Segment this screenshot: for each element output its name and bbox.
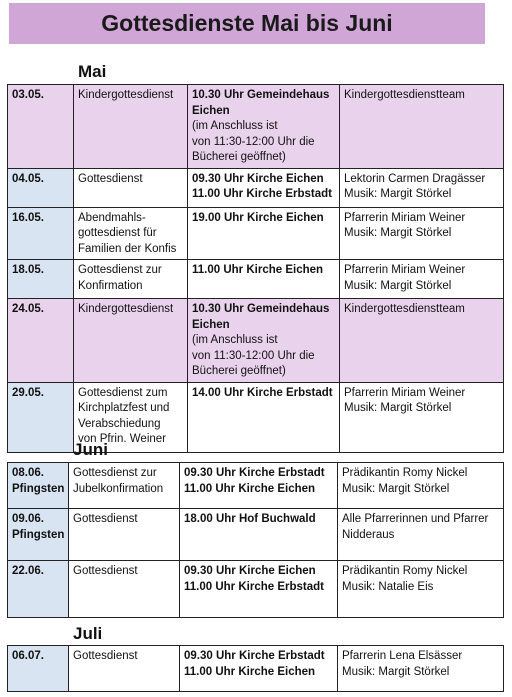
- note-text: von 11:30-12:00 Uhr die: [192, 349, 315, 362]
- time-place-cell: [188, 168, 340, 207]
- service-type-text: Kindergottesdienst: [78, 303, 174, 315]
- service-type-text: Gottesdienst zum: [78, 386, 168, 399]
- people-text: Musik: Margit Störkel: [342, 482, 450, 495]
- month-heading-mai: Mai: [78, 62, 107, 81]
- people-text: Musik: Margit Störkel: [344, 227, 452, 239]
- table-row: [8, 168, 504, 207]
- time-place-text: 18.00 Uhr Hof Buchwald: [184, 513, 316, 525]
- time-place-text: 10.30 Uhr Gemeindehaus: [192, 303, 330, 315]
- time-place-text: 09.30 Uhr Kirche Erbstadt: [184, 467, 325, 479]
- time-place-cell: [180, 509, 338, 561]
- table-row: [8, 299, 504, 383]
- date-cell: [8, 509, 69, 561]
- month-heading-juli: Juli: [73, 624, 103, 643]
- service-type-cell: [74, 260, 188, 299]
- people-cell: [340, 382, 504, 452]
- table-row: [8, 85, 504, 169]
- time-place-text: Eichen: [192, 104, 230, 117]
- time-place-text: 11.00 Uhr Kirche Eichen: [184, 482, 316, 495]
- date-text: 16.05.: [12, 211, 44, 224]
- date-text: 18.05.: [12, 264, 44, 276]
- date-text: 24.05.: [12, 303, 44, 315]
- service-type-text: gottesdienst für: [78, 227, 157, 239]
- page-title: Gottesdienste Mai bis Juni: [101, 10, 393, 36]
- people-text: Kindergottesdienstteam: [344, 89, 465, 101]
- date-text: 22.06.: [12, 565, 44, 577]
- date-cell: [8, 299, 74, 383]
- time-place-cell: [188, 207, 340, 260]
- service-type-text: Abendmahls-: [78, 211, 146, 224]
- time-place-cell: [188, 382, 340, 452]
- date-cell: [8, 85, 74, 169]
- date-text: 09.06.: [12, 513, 44, 525]
- time-place-text: Eichen: [192, 318, 230, 331]
- time-place-text: 19.00 Uhr Kirche Eichen: [192, 211, 324, 224]
- date-text: Pfingsten: [12, 528, 65, 541]
- service-type-text: Gottesdienst: [73, 513, 138, 525]
- service-type-text: Gottesdienst: [78, 172, 143, 185]
- time-place-cell: [180, 561, 338, 618]
- time-place-text: 10.30 Uhr Gemeindehaus: [192, 89, 330, 101]
- date-text: 06.07.: [12, 650, 44, 662]
- service-type-text: Konfirmation: [78, 279, 143, 292]
- service-type-text: Familien der Konfis: [78, 242, 177, 255]
- date-text: Pfingsten: [12, 482, 65, 495]
- people-text: Pfarrerin Miriam Weiner: [344, 264, 466, 276]
- people-text: Prädikantin Romy Nickel: [342, 565, 468, 577]
- service-type-text: Verabschiedung: [78, 417, 161, 430]
- time-place-text: 09.30 Uhr Kirche Erbstadt: [184, 650, 325, 662]
- note-text: Bücherei geöffnet): [192, 365, 286, 377]
- people-text: Pfarrerin Miriam Weiner: [344, 211, 466, 224]
- schedule-table-mai: [7, 84, 504, 453]
- date-text: 04.05.: [12, 172, 44, 185]
- note-text: von 11:30-12:00 Uhr die: [192, 135, 315, 148]
- service-type-cell: [69, 646, 180, 692]
- service-type-cell: [69, 463, 180, 509]
- time-place-text: 09.30 Uhr Kirche Eichen: [184, 565, 316, 577]
- people-text: Prädikantin Romy Nickel: [342, 467, 468, 479]
- table-row: [8, 463, 504, 509]
- note-text: Bücherei geöffnet): [192, 151, 286, 163]
- time-place-text: 11.00 Uhr Kirche Eichen: [184, 665, 316, 678]
- people-text: Pfarrerin Miriam Weiner: [344, 386, 466, 399]
- date-text: 03.05.: [12, 89, 44, 101]
- people-text: Alle Pfarrerinnen und Pfarrer: [342, 513, 489, 525]
- table-row: [8, 509, 504, 561]
- date-cell: [8, 168, 74, 207]
- time-place-cell: [188, 85, 340, 169]
- people-text: Lektorin Carmen Dragässer: [344, 172, 486, 185]
- people-text: Musik: Margit Störkel: [342, 665, 450, 678]
- people-cell: [340, 168, 504, 207]
- people-cell: [338, 646, 504, 692]
- table-row: [8, 646, 504, 692]
- date-text: 29.05.: [12, 386, 44, 399]
- service-type-text: Kirchplatzfest und: [78, 402, 170, 414]
- schedule-table-juli: [7, 645, 504, 692]
- service-type-text: Gottesdienst zur: [78, 264, 162, 276]
- people-cell: [340, 207, 504, 260]
- service-type-text: Kindergottesdienst: [78, 89, 174, 101]
- service-type-text: Jubelkonfirmation: [73, 482, 164, 495]
- service-type-cell: [74, 299, 188, 383]
- table-row: [8, 260, 504, 299]
- people-text: Nidderaus: [342, 528, 395, 541]
- people-cell: [340, 299, 504, 383]
- date-cell: [8, 207, 74, 260]
- date-cell: [8, 382, 74, 452]
- service-type-cell: [74, 85, 188, 169]
- service-type-cell: [69, 509, 180, 561]
- service-type-cell: [69, 561, 180, 618]
- date-cell: [8, 260, 74, 299]
- note-text: (im Anschluss ist: [192, 334, 278, 346]
- service-type-text: Gottesdienst zur: [73, 467, 157, 479]
- people-cell: [338, 463, 504, 509]
- time-place-text: 14.00 Uhr Kirche Erbstadt: [192, 386, 333, 399]
- people-text: Musik: Margit Störkel: [344, 188, 452, 200]
- service-type-cell: [74, 207, 188, 260]
- time-place-text: 11.00 Uhr Kirche Erbstadt: [184, 580, 324, 593]
- time-place-text: 11.00 Uhr Kirche Eichen: [192, 264, 324, 276]
- people-text: Kindergottesdienstteam: [344, 303, 465, 315]
- time-place-cell: [188, 260, 340, 299]
- service-type-cell: [74, 168, 188, 207]
- people-cell: [340, 85, 504, 169]
- service-type-text: von Pfrin. Weiner: [78, 433, 166, 445]
- date-cell: [8, 463, 69, 509]
- time-place-text: 11.00 Uhr Kirche Erbstadt: [192, 188, 332, 200]
- time-place-cell: [180, 463, 338, 509]
- people-text: Pfarrerin Lena Elsässer: [342, 650, 463, 662]
- date-cell: [8, 561, 69, 618]
- time-place-cell: [188, 299, 340, 383]
- people-cell: [338, 561, 504, 618]
- people-text: Musik: Natalie Eis: [342, 580, 434, 593]
- date-text: 08.06.: [12, 467, 44, 479]
- time-place-text: 09.30 Uhr Kirche Eichen: [192, 172, 324, 185]
- people-text: Musik: Margit Störkel: [344, 402, 452, 414]
- service-type-text: Gottesdienst: [73, 565, 138, 577]
- people-text: Musik: Margit Störkel: [344, 279, 452, 292]
- people-cell: [340, 260, 504, 299]
- people-cell: [338, 509, 504, 561]
- month-heading-juni: Juni: [73, 440, 108, 459]
- page-title-bar: [9, 3, 485, 44]
- table-row: [8, 207, 504, 260]
- schedule-table-juni: [7, 462, 504, 618]
- table-row: [8, 561, 504, 618]
- note-text: (im Anschluss ist: [192, 120, 278, 132]
- service-type-text: Gottesdienst: [73, 650, 138, 662]
- time-place-cell: [180, 646, 338, 692]
- date-cell: [8, 646, 69, 692]
